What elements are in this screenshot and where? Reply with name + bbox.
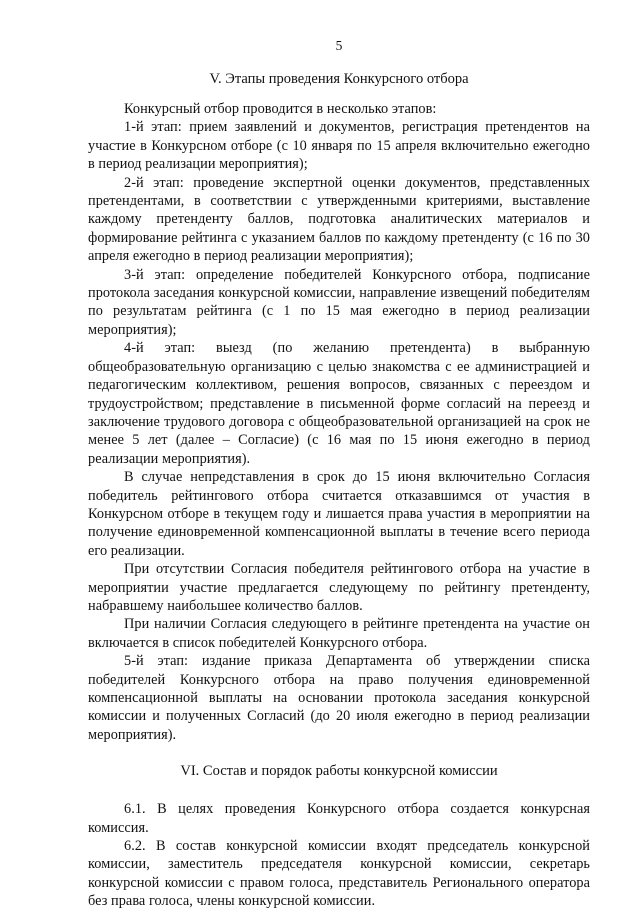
paragraph: При отсутствии Согласия победителя рейтингового отбора на участие в мероприятии участие предлагается следующему по рейтингу претенденту, набравшему наибольшее количество баллов. — [88, 561, 590, 614]
paragraph: В случае непредставления в срок до 15 июня включительно Согласия победитель рейтингового отбора считается отказавшимся от участия в Конкурсном отборе в текущем году и лишается права участия в мероприятии на получение единовременной компенсационной выплаты в течение всего периода его реализации. — [88, 469, 590, 559]
section-6-body — [88, 800, 590, 910]
paragraph: При наличии Согласия следующего в рейтинге претендента на участие он включается в список победителей Конкурсного отбора. — [88, 616, 590, 651]
paragraph: 6.2. В состав конкурсной комиссии входят председатель конкурсной комиссии, заместитель председателя конкурсной комиссии, секретарь конкурсной комиссии с правом голоса, представитель Регионального оператора без права голоса, члены конкурсной комиссии. — [88, 838, 590, 910]
paragraph: 6.1. В целях проведения Конкурсного отбора создается конкурсная комиссия. — [88, 801, 590, 836]
section-5-title: V. Этапы проведения Конкурсного отбора — [209, 71, 469, 87]
document-page — [88, 38, 590, 911]
paragraph: 4-й этап: выезд (по желанию претендента) в выбранную общеобразовательную организацию с целью знакомства с ее администрацией и педагогическим коллективом, решения вопросов, связанных с переездом и трудоустройством; представление в письменной форме согласий на переезд и заключение трудового договора с общеобразовательной организацией на срок не менее 5 лет (далее – Согласие) (с 16 мая по 15 июня ежегодно в период реализации мероприятия). — [88, 340, 590, 467]
paragraph: 5-й этап: издание приказа Департамента об утверждении списка победителей Конкурсного отбора на право получения единовременной компенсационной выплаты на основании протокола заседания конкурсной комиссии и полученных Согласий (до 20 июля ежегодно в период реализации мероприятия). — [88, 653, 590, 743]
page-number: 5 — [335, 38, 343, 53]
paragraph: 1-й этап: прием заявлений и документов, регистрация претендентов на участие в Конкурсном отборе (с 10 января по 15 апреля включительно ежегодно в период реализации мероприятия); — [88, 119, 590, 173]
section-6-title: VI. Состав и порядок работы конкурсной комиссии — [180, 763, 498, 780]
paragraph: 2-й этап: проведение экспертной оценки документов, представленных претендентами, в соответствии с утвержденными критериями, выставление каждому претенденту баллов, подготовка аналитических материалов и формирование рейтинга с указанием баллов по каждому претенденту (с 16 по 30 апреля ежегодно в период реализации мероприятия); — [88, 174, 590, 265]
paragraph: 3-й этап: определение победителей Конкурсного отбора, подписание протокола заседания конкурсной комиссии, направление извещений победителям по результатам рейтинга (с 1 по 15 мая ежегодно в период реализации мероприятия); — [88, 266, 590, 338]
paragraph: Конкурсный отбор проводится в несколько этапов: — [124, 101, 437, 117]
section-5-body — [88, 100, 590, 744]
